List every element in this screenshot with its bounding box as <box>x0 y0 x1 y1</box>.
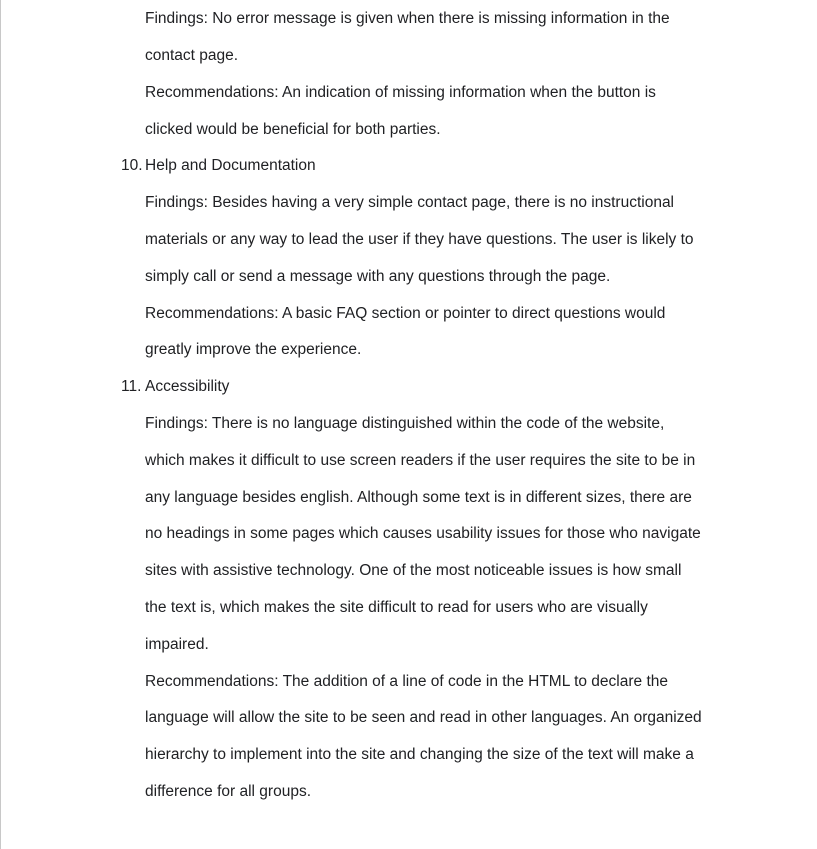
findings-line: Findings: Besides having a very simple contact page, there is no instructional <box>145 194 675 211</box>
list-item-number: 11. <box>121 378 142 395</box>
findings-line: no headings in some pages which causes usability issues for those who navigate <box>145 525 701 542</box>
recommendations-line: greatly improve the experience. <box>145 341 362 358</box>
findings-line: materials or any way to lead the user if they have questions. The user is likely to <box>145 231 694 248</box>
findings-line: impaired. <box>145 636 209 653</box>
recommendations-line: clicked would be beneficial for both parties. <box>145 121 441 138</box>
recommendations-line: Recommendations: A basic FAQ section or pointer to direct questions would <box>145 305 666 322</box>
list-item-number: 10. <box>121 157 143 174</box>
recommendations-line: difference for all groups. <box>145 783 312 800</box>
list-item-heading: Accessibility <box>145 378 230 395</box>
recommendations-line: Recommendations: An indication of missing information when the button is <box>145 84 656 101</box>
findings-line: simply call or send a message with any questions through the page. <box>145 268 611 285</box>
recommendations-line: Recommendations: The addition of a line of code in the HTML to declare the <box>145 673 668 690</box>
findings-line: sites with assistive technology. One of the most noticeable issues is how small <box>145 562 682 579</box>
list-item-heading: Help and Documentation <box>145 157 316 174</box>
findings-line: Findings: There is no language distinguished within the code of the website, <box>145 415 665 432</box>
findings-line: Findings: No error message is given when there is missing information in the <box>145 10 670 27</box>
page-left-edge <box>0 0 1 849</box>
findings-line: any language besides english. Although some text is in different sizes, there are <box>145 489 692 506</box>
findings-line: which makes it difficult to use screen readers if the user requires the site to be in <box>145 452 696 469</box>
findings-line: the text is, which makes the site difficult to read for users who are visually <box>145 599 648 616</box>
recommendations-line: hierarchy to implement into the site and changing the size of the text will make a <box>145 746 694 763</box>
recommendations-line: language will allow the site to be seen and read in other languages. An organized <box>145 709 702 726</box>
findings-line: contact page. <box>145 47 239 64</box>
